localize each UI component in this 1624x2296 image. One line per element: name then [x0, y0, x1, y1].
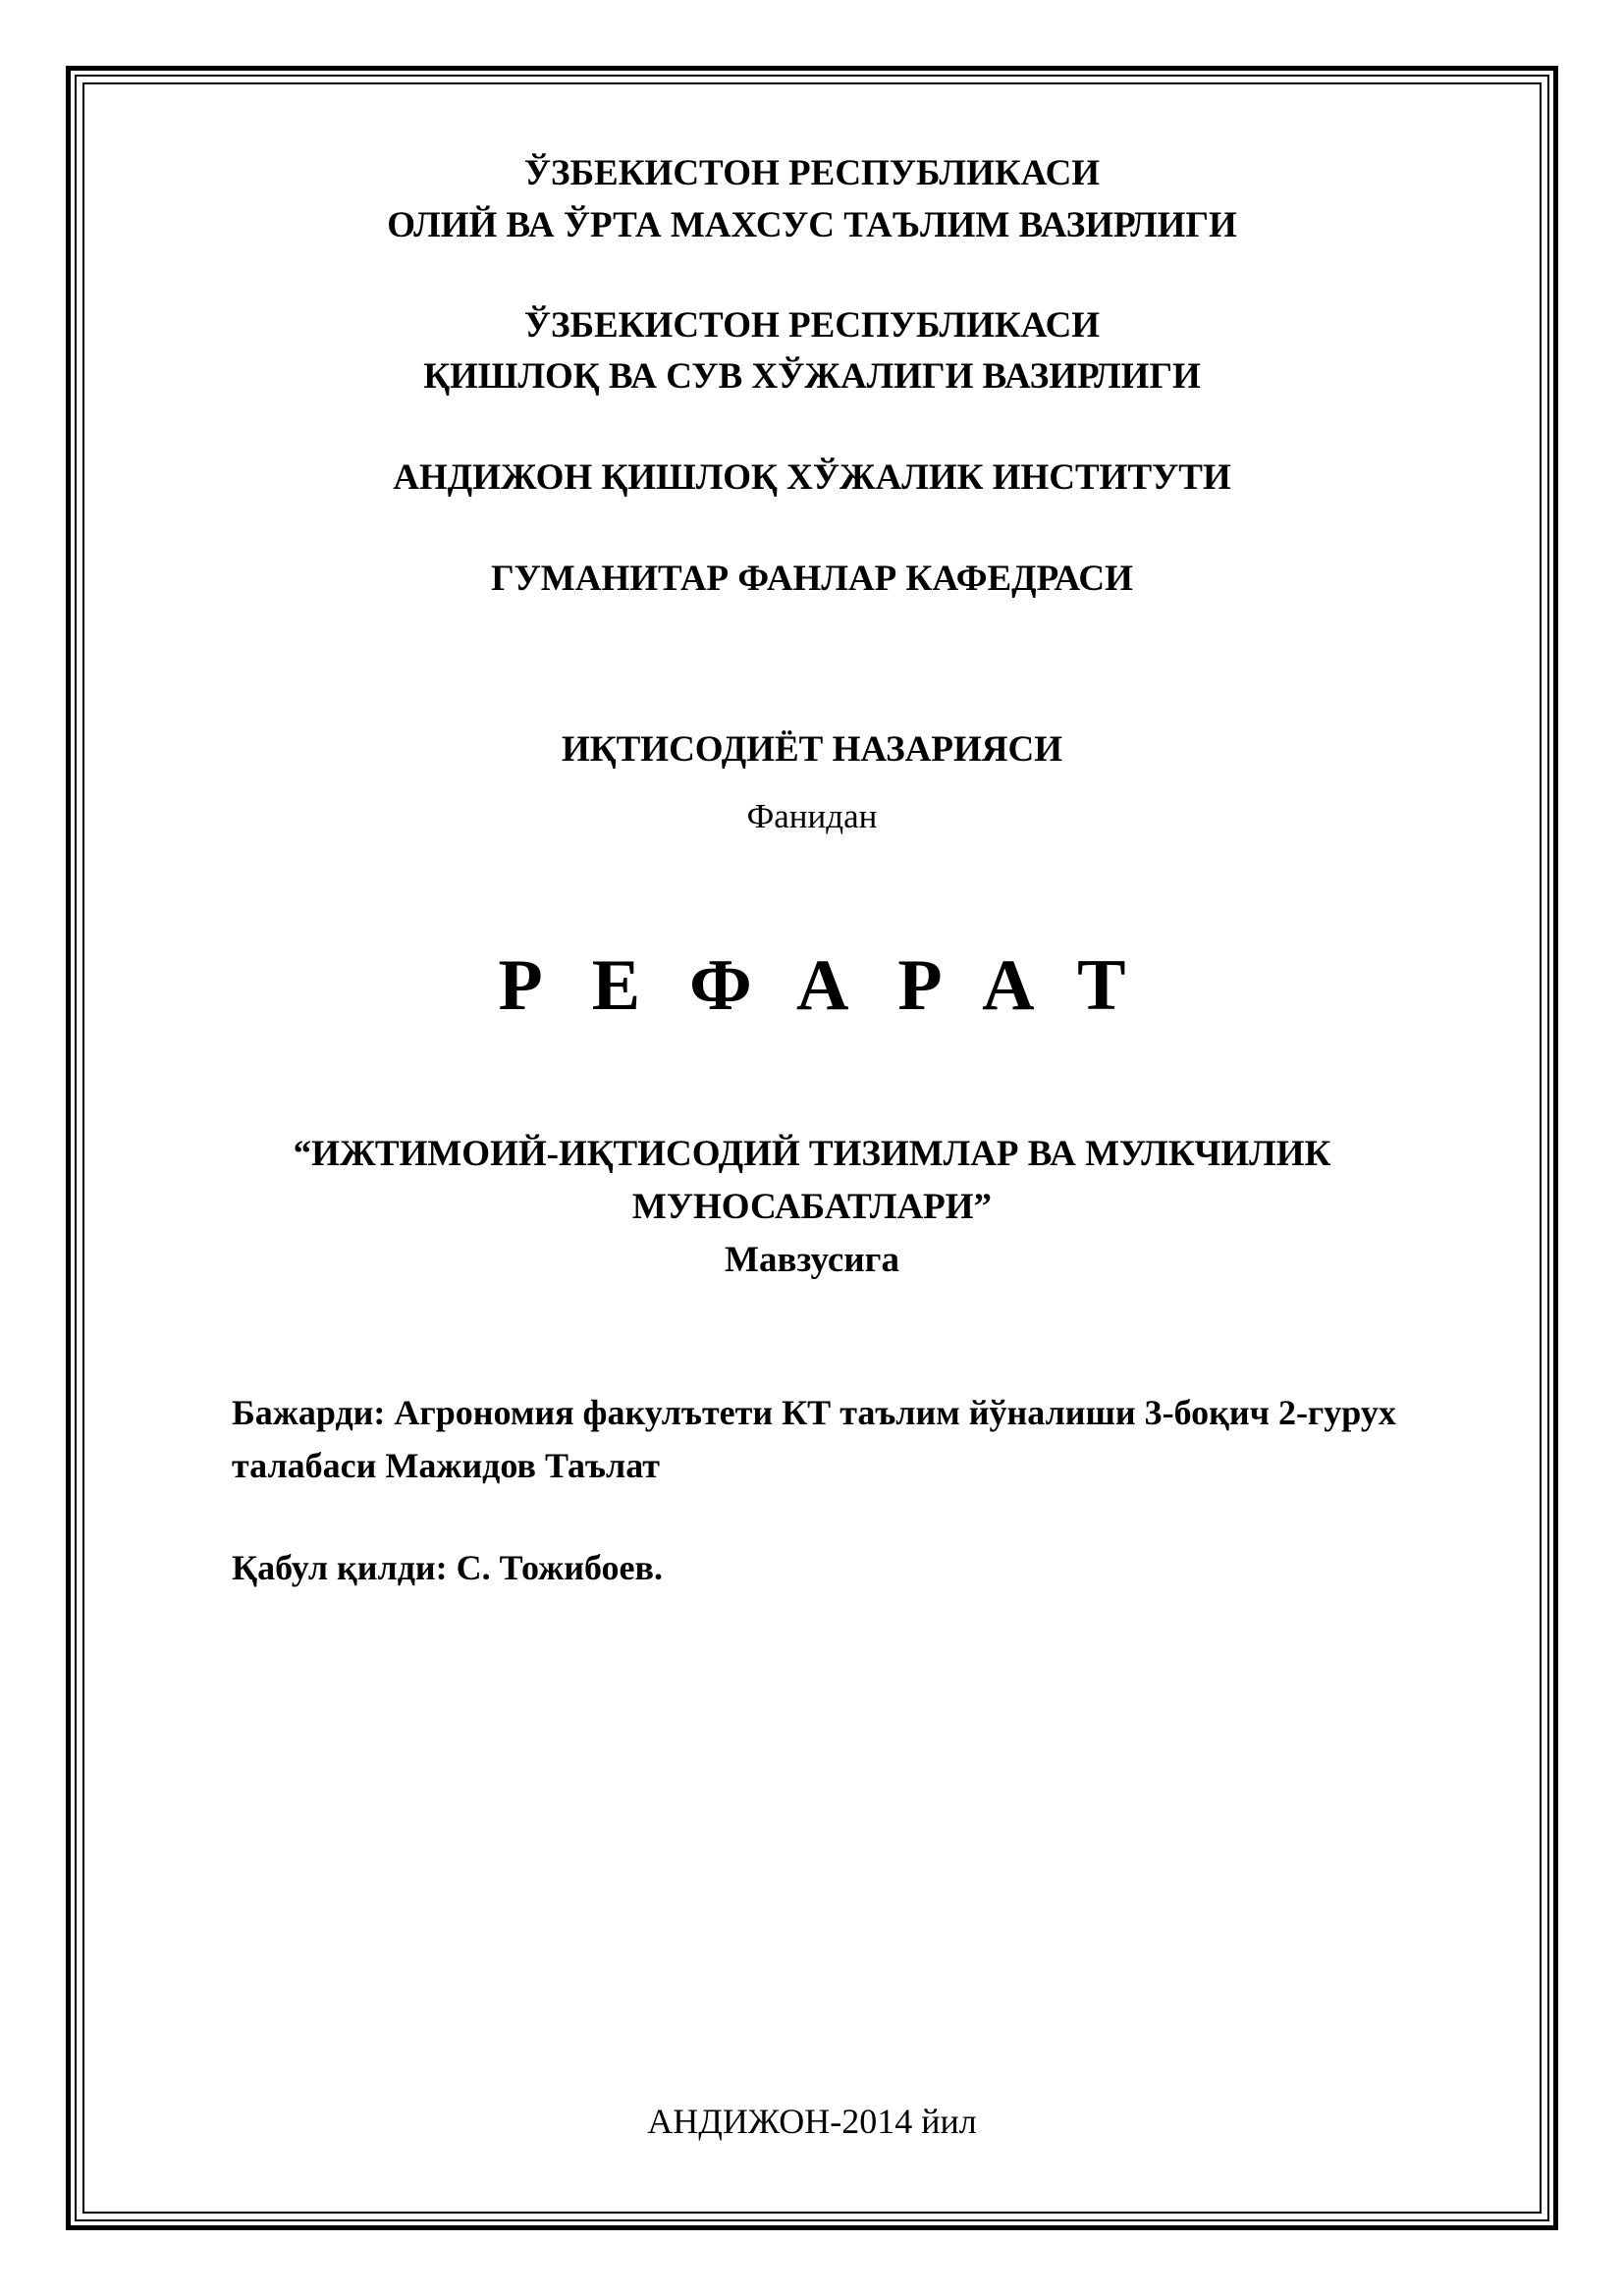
subject-suffix: Фанидан	[746, 797, 878, 835]
document-type-title: РЕФАРАТ	[498, 945, 1175, 1026]
city-year-footer: АНДИЖОН-2014 йил	[647, 2102, 977, 2141]
author-line-1: Бажарди: Агрономия факулътети КТ таълим йўналиши 3-боқич 2-гурух	[232, 1393, 1396, 1432]
ministry-agriculture: ҚИШЛОҚ ВА СУВ ХЎЖАЛИГИ ВАЗИРЛИГИ	[423, 356, 1201, 397]
subject-name: ИҚТИСОДИЁТ НАЗАРИЯСИ	[562, 729, 1062, 770]
department-name: ГУМАНИТАР ФАНЛАР КАФЕДРАСИ	[491, 559, 1133, 599]
ministry-higher-education: ОЛИЙ ВА ЎРТА МАХСУС ТАЪЛИМ ВАЗИРЛИГИ	[387, 205, 1237, 245]
republic-line-2: ЎЗБЕКИСТОН РЕСПУБЛИКАСИ	[523, 305, 1101, 346]
accepted-by: Қабул қилди: С. Тожибоев.	[232, 1548, 663, 1587]
topic-suffix: Мавзусига	[725, 1240, 899, 1280]
republic-line-1: ЎЗБЕКИСТОН РЕСПУБЛИКАСИ	[523, 153, 1101, 193]
topic-line-2: МУНОСАБАТЛАРИ”	[631, 1187, 993, 1227]
topic-line-1: “ИЖТИМОИЙ-ИҚТИСОДИЙ ТИЗИМЛАР ВА МУЛКЧИЛИК	[293, 1134, 1331, 1174]
author-line-2: талабаси Мажидов Таълат	[232, 1446, 660, 1485]
institute-name: АНДИЖОН ҚИШЛОҚ ХЎЖАЛИК ИНСТИТУТИ	[393, 457, 1231, 498]
